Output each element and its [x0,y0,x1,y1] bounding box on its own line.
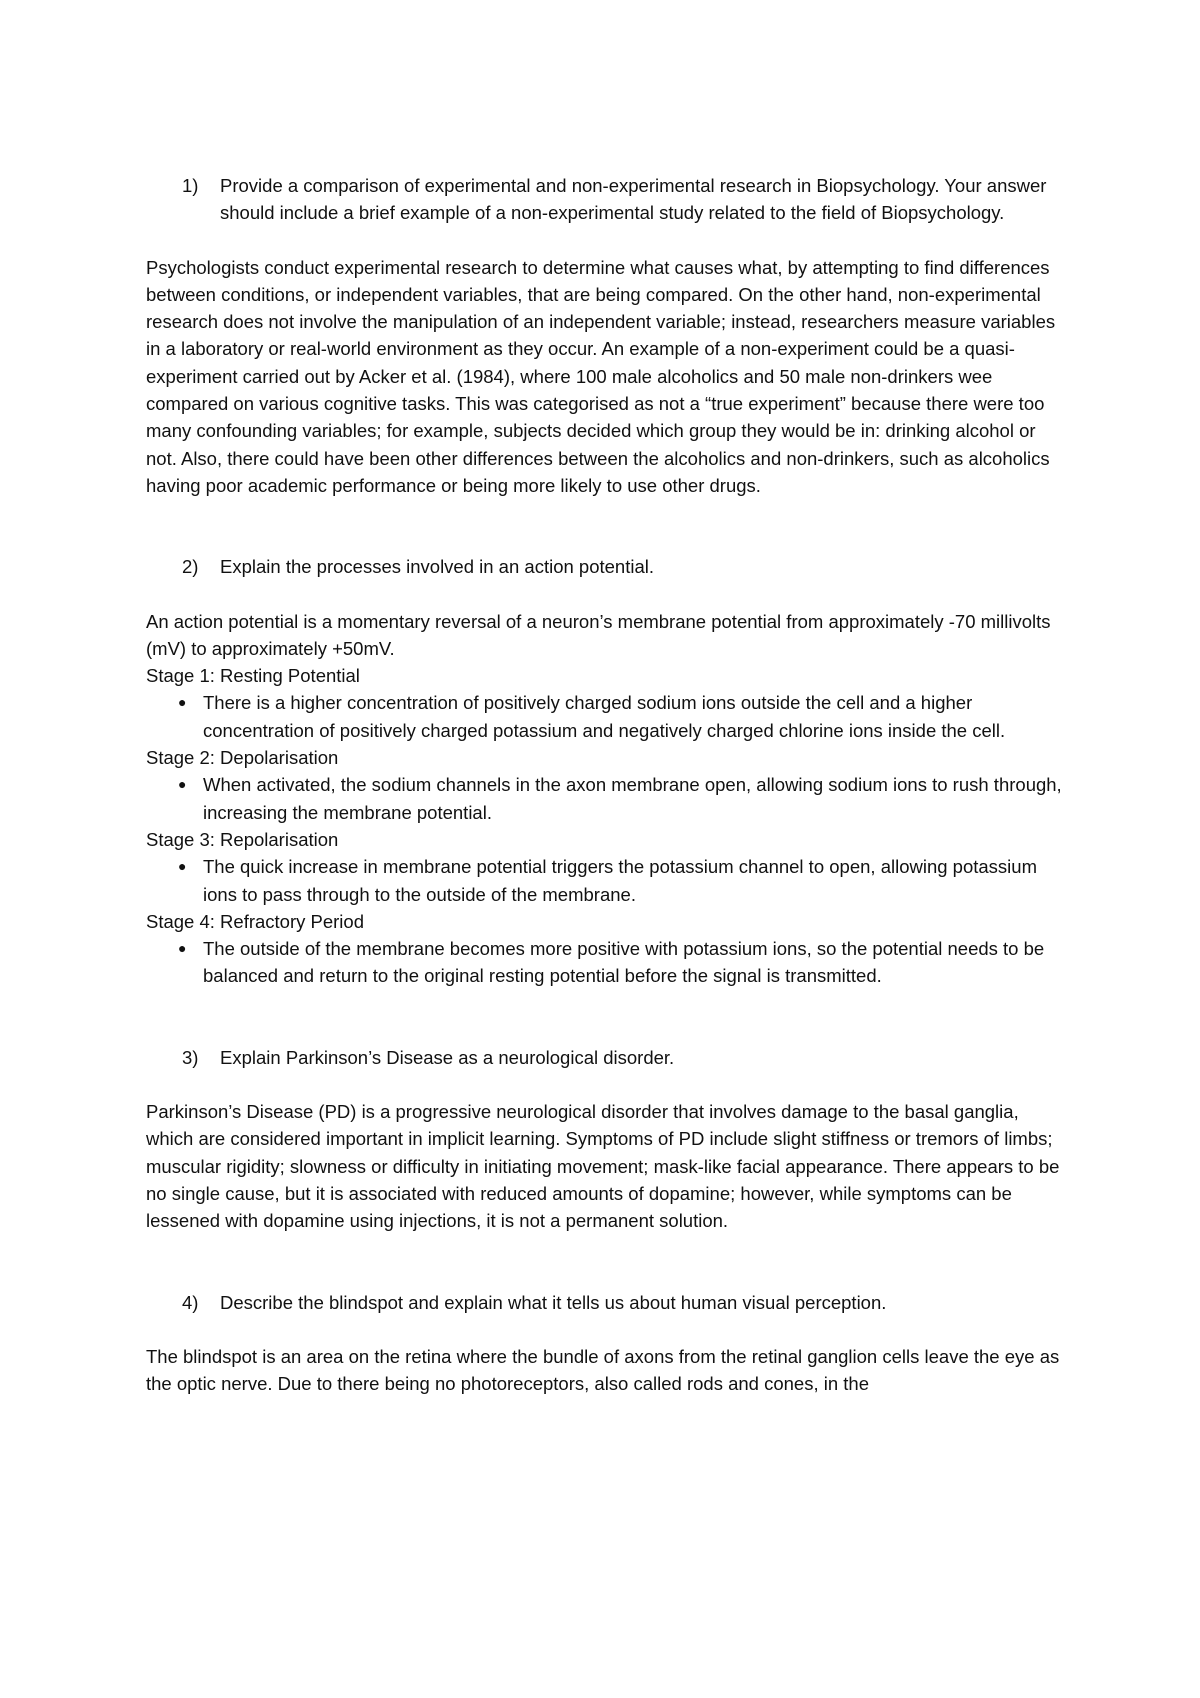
bullet-icon: ● [178,694,187,711]
list-item [146,771,1066,826]
stage-label: Stage 4: Refractory Period [146,910,364,932]
question-prompt: Explain the processes involved in an action potential. [220,556,654,578]
question-number: 3) [182,1046,199,1068]
question-number: 1) [182,175,199,196]
answer-paragraph: An action potential is a momentary reversal of a neuron’s membrane potential from approximately -70 millivolts (mV) to approximately +50mV. [146,610,1051,659]
bullet-icon: ● [178,776,187,793]
stage-label: Stage 3: Repolarisation [146,828,339,850]
bullet-text: When activated, the sodium channels in the axon membrane open, allowing sodium ions to rush through, increasing the membrane potential. [203,774,1062,823]
answer-paragraph: The blindspot is an area on the retina where the bundle of axons from the retinal ganglion cells leave the eye as the optic nerve. Due to there being no photoreceptors, also called rods and cones, in the [146,1345,1060,1395]
answer-paragraph: Parkinson’s Disease (PD) is a progressive neurological disorder that involves damage to the basal ganglia, which are considered important in implicit learning. Symptoms of PD include slight stiffness or tremors of limbs; muscular rigidity; slowness or difficulty in initiating movement; mask-like facial appearance. There appears to be no single cause, but it is associated with reduced amounts of dopamine; however, while symptoms can be lessened with dopamine using injections, it is not a permanent solution. [146,1101,1060,1232]
bullet-icon: ● [178,940,187,957]
bullet-icon: ● [178,858,187,875]
question-2 [146,553,1066,580]
document-body [146,172,1066,1397]
list-item [146,689,1066,744]
question-3 [146,1044,1066,1071]
question-prompt: Provide a comparison of experimental and non-experimental research in Biopsychology. Your answer should include a brief example of a non-experimental study related to the field of Biopsychology. [220,175,1047,224]
question-number: 2) [182,556,199,578]
bullet-text: The outside of the membrane becomes more positive with potassium ions, so the potential needs to be balanced and return to the original resting potential before the signal is transmitted. [203,938,1045,987]
bullet-text: The quick increase in membrane potential triggers the potassium channel to open, allowing potassium ions to pass through to the outside of the membrane. [203,856,1037,905]
question-number: 4) [182,1291,199,1313]
stage-label: Stage 2: Depolarisation [146,747,339,769]
question-prompt: Explain Parkinson’s Disease as a neurological disorder. [220,1046,675,1068]
question-prompt: Describe the blindspot and explain what it tells us about human visual perception. [220,1291,887,1313]
list-item [146,935,1066,990]
stage-label: Stage 1: Resting Potential [146,665,360,687]
bullet-text: There is a higher concentration of positively charged sodium ions outside the cell and a higher concentration of positively charged potassium and negatively charged chlorine ions inside the cell. [203,692,1006,741]
question-4 [146,1289,1066,1316]
question-1 [146,172,1066,227]
answer-paragraph: Psychologists conduct experimental research to determine what causes what, by attempting to find differences between conditions, or independent variables, that are being compared. On the other hand, non-experimental research does not involve the manipulation of an independent variable; instead, researchers measure variables in a laboratory or real-world environment as they occur. An example of a non-experiment could be a quasi-experiment carried out by Acker et al. (1984), where 100 male alcoholics and 50 male non-drinkers wee compared on various cognitive tasks. This was categorised as not a “true experiment” because there were too many confounding variables; for example, subjects decided which group they would be in: drinking alcohol or not. Also, there could have been other differences between the alcoholics and non-drinkers, such as alcoholics having poor academic performance or being more likely to use other drugs. [146,256,1056,496]
list-item [146,853,1066,908]
